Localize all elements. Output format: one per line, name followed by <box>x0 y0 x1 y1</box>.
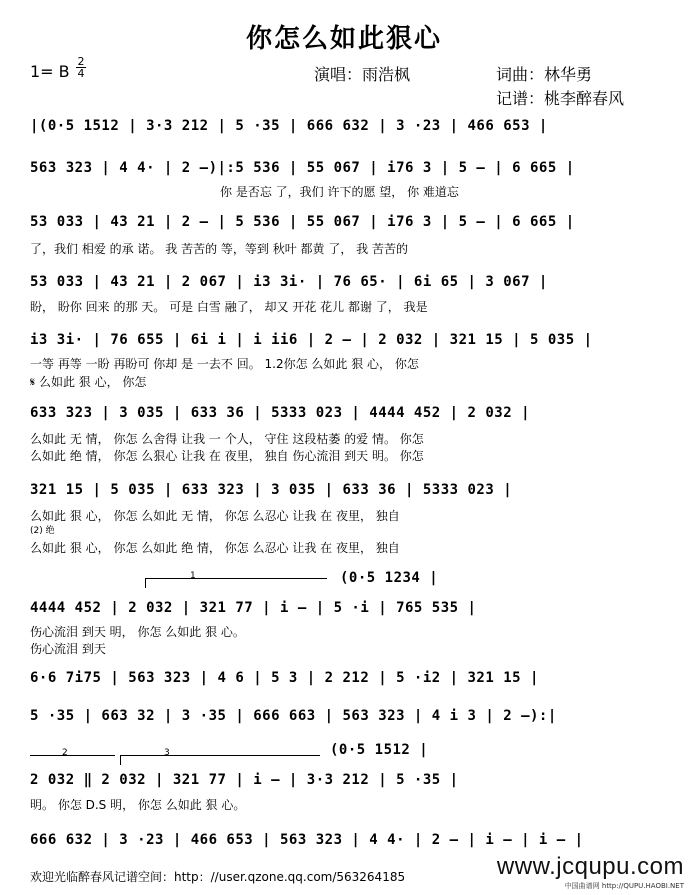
staff-row-12: 666 632 | 3 ·23 | 466 653 | 563 323 | 4 4· | 2 – | i – | i – | <box>30 832 584 848</box>
staff-row-7: 321 15 | 5 035 | 633 323 | 3 035 | 633 36 | 5333 023 | <box>30 482 513 498</box>
lyric-row-8b: 伤心流泪 到天 <box>30 642 106 656</box>
watermark-sub: 中国曲谱网 http://QUPU.HAOBI.NET <box>564 882 684 890</box>
staff-row-11: 2 032 ‖ 2 032 | 321 77 | i – | 3·3 212 | 5 ·35 | <box>30 772 459 788</box>
staff-row-3: 53 033 | 43 21 | 2 – | 5 536 | 55 067 | i76 3 | 5 – | 6 665 | <box>30 214 575 230</box>
song-title: 你怎么如此狠心 <box>245 24 442 54</box>
volta-1-hook <box>145 578 146 588</box>
volta-2-label: 2 <box>62 748 68 758</box>
lyric-row-2: 你 是否忘 了，我们 许下的愿 望， 你 难道忘 <box>220 185 459 199</box>
staff-row-8: 4444 452 | 2 032 | 321 77 | i – | 5 ·i | 765 535 | <box>30 600 477 616</box>
footer-credit: 欢迎光临醉春风记谱空间：http：//user.qzone.qq.com/563264185 <box>30 870 406 884</box>
lyric-row-4: 盼， 盼你 回来 的那 天。 可是 白雪 融了， 却又 开花 花儿 都谢 了， 我是 <box>30 300 428 314</box>
site-watermark <box>497 853 684 891</box>
lyric-row-8a: 伤心流泪 到天 明， 你怎 么如此 狠 心。 <box>30 625 245 639</box>
lyric-row-7b: 么如此 狠 心， 你怎 么如此 绝 情， 你怎 么忍心 让我 在 夜里， 独自 <box>30 541 400 555</box>
staff-row-5: i3 3i· | 76 655 | 6i i | i ii6 | 2 – | 2 032 | 321 15 | 5 035 | <box>30 332 593 348</box>
lyric-row-5a: 一等 再等 一盼 再盼可 你却 是 一去不 回。 1.2你怎 么如此 狠 心， 你怎 <box>30 357 419 371</box>
lyric-row-6b: 么如此 绝 情， 你怎 么狠心 让我 在 夜里， 独自 伤心流泪 到天 明。 你怎 <box>30 449 424 463</box>
lyric-row-7a: 么如此 狠 心， 你怎 么如此 无 情， 你怎 么忍心 让我 在 夜里， 独自 <box>30 509 400 523</box>
composer-credit: 词曲：林华勇 <box>496 65 593 84</box>
lyric-row-7-volta: (2) 绝 <box>30 526 55 536</box>
intro-marking: (0·5 1234 | <box>340 570 439 586</box>
volta-3-bracket <box>120 755 320 756</box>
transcriber-credit: 记谱：桃李醉春风 <box>496 89 625 108</box>
volta-3-label: 3 <box>164 748 170 758</box>
staff-row-4: 53 033 | 43 21 | 2 067 | i3 3i· | 76 65· | 6i 65 | 3 067 | <box>30 274 548 290</box>
lyric-row-6a: 么如此 无 情， 你怎 么舍得 让我 一 个人， 守住 这段枯萎 的爱 情。 你怎 <box>30 432 424 446</box>
staff-row-1: |(0·5 1512 | 3·3 212 | 5 ·35 | 666 632 | 3 ·23 | 466 653 | <box>30 118 548 134</box>
volta-3-hook <box>120 755 121 765</box>
lyric-row-3: 了，我们 相爱 的承 诺。 我 苦苦的 等，等到 秋叶 都黄 了， 我 苦苦的 <box>30 242 408 256</box>
time-top: 2 <box>77 55 85 68</box>
watermark-main: www.jcqupu.com <box>496 853 684 880</box>
staff-row-6: 633 323 | 3 035 | 633 36 | 5333 023 | 4444 452 | 2 032 | <box>30 405 531 421</box>
time-bottom: 4 <box>77 67 85 80</box>
volta-2-bracket <box>30 755 115 756</box>
key-signature: 1= B <box>30 62 70 81</box>
volta-1-bracket <box>145 578 327 579</box>
volta-1-label: 1 <box>190 571 196 581</box>
lyric-row-5b: 𝄋 么如此 狠 心， 你怎 <box>30 375 147 389</box>
lyric-row-11: 明。 你怎 D.S 明， 你怎 么如此 狠 心。 <box>30 798 246 812</box>
staff-row-10: 5 ·35 | 663 32 | 3 ·35 | 666 663 | 563 323 | 4 i 3 | 2 –):| <box>30 708 557 724</box>
staff-row-9: 6·6 7i75 | 563 323 | 4 6 | 5 3 | 2 212 | 5 ·i2 | 321 15 | <box>30 670 539 686</box>
singer-credit: 演唱：雨浩枫 <box>314 65 411 84</box>
staff-row-2: 563 323 | 4 4· | 2 –)|:5 536 | 55 067 | i76 3 | 5 – | 6 665 | <box>30 160 575 176</box>
outro-marking: (0·5 1512 | <box>330 742 429 758</box>
time-signature <box>76 56 86 79</box>
